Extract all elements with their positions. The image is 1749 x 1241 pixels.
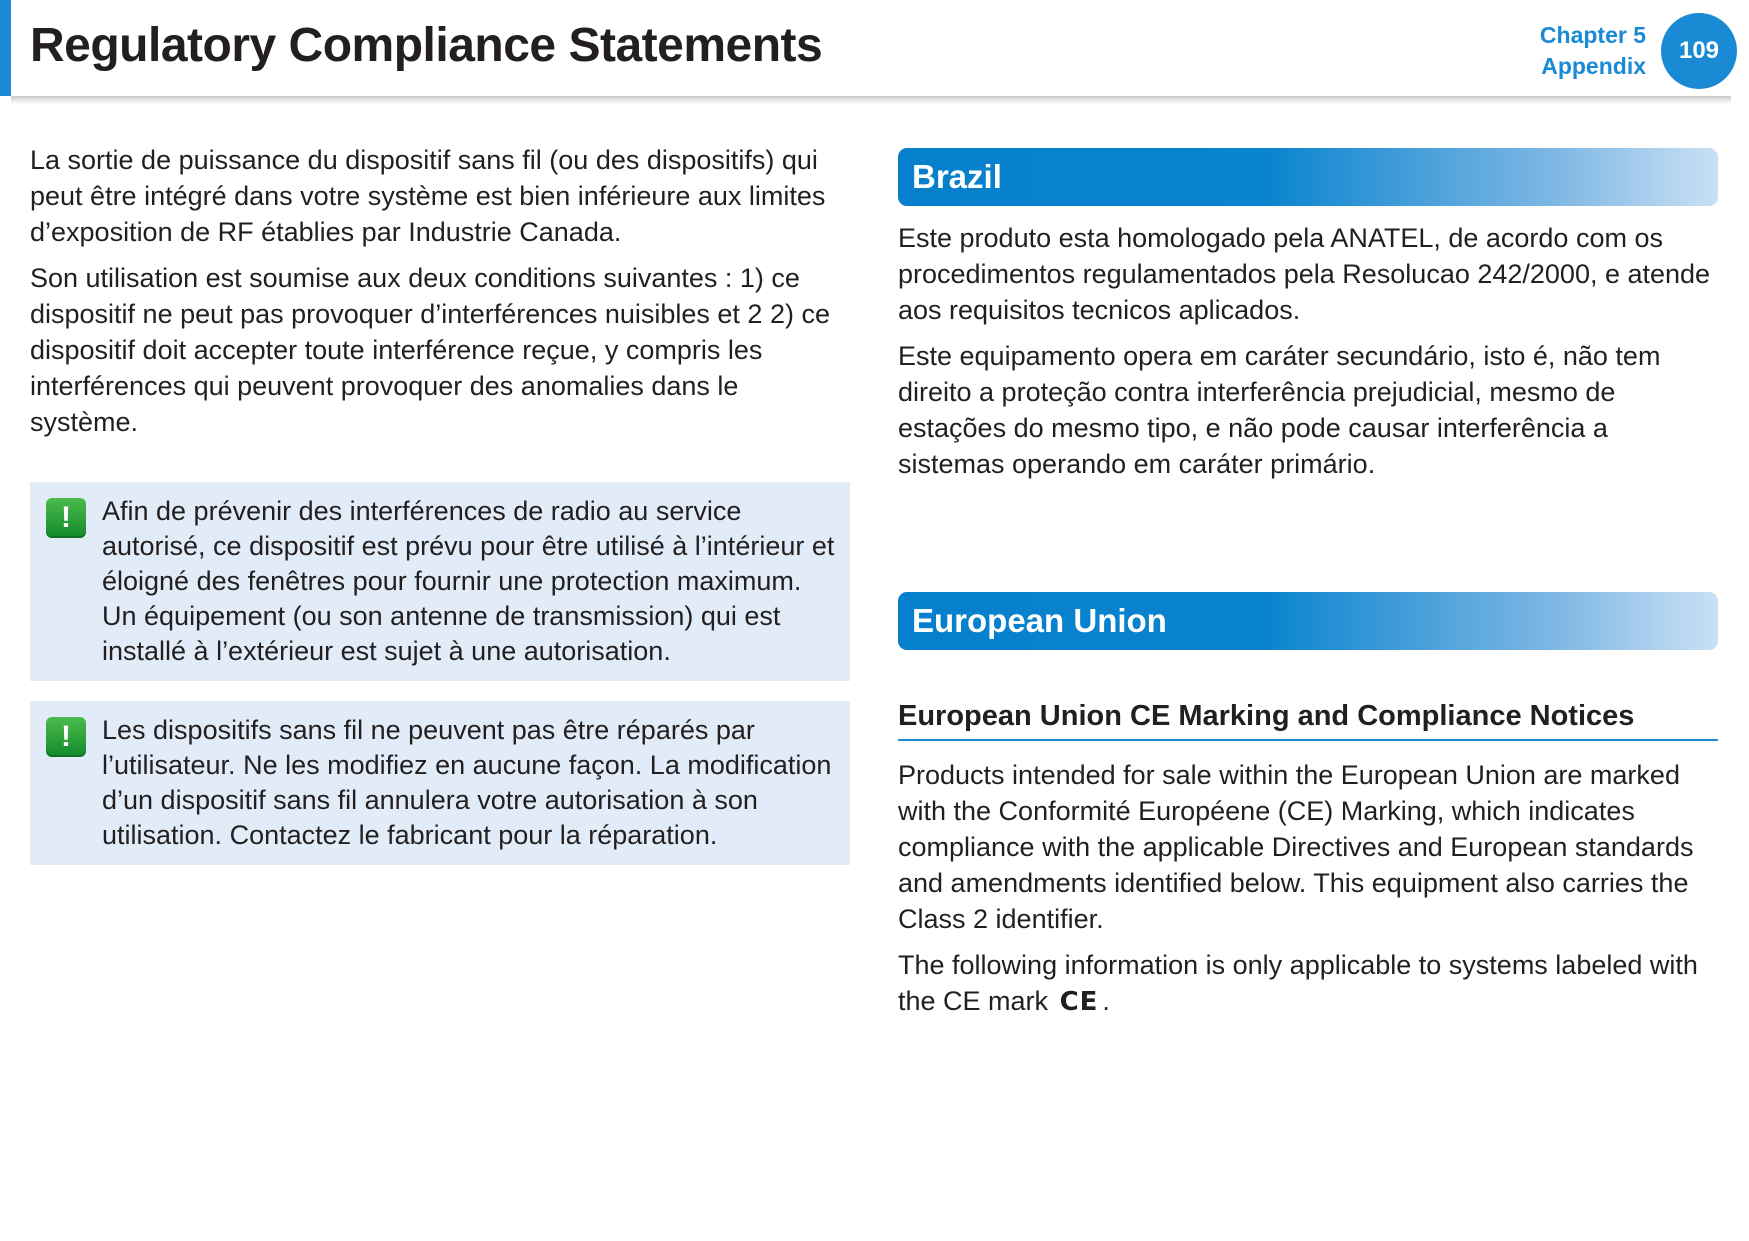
caution-note [30,482,850,681]
caution-note [30,701,850,865]
warning-icon: ! [46,717,86,757]
header-divider [11,96,1731,105]
ce-mark-paragraph [898,947,1718,1020]
paragraph: Son utilisation est soumise aux deux conditions suivantes : 1) ce dispositif ne peut pas provoquer d’interférences nuisibles et 2 2) ce dispositif doit accepter toute interférence reçue, y compris les interférences qui peuvent provoquer des anomalies dans le système. [30,263,830,437]
warning-icon: ! [46,498,86,538]
paragraph: La sortie de puissance du dispositif sans fil (ou des dispositifs) qui peut être intégré dans votre système est bien inférieure aux limites d’exposition de RF établies par Industrie Canada. [30,145,826,247]
right-column [898,148,1718,1030]
section-heading-european-union: European Union [898,592,1718,650]
chapter-section: Appendix [1541,53,1646,79]
note-text: Afin de prévenir des interférences de radio au service autorisé, ce dispositif est prévu pour être utilisé à l’intérieur et éloigné des fenêtres pour fournir une protection maximum. Un équipement (ou son antenne de transmission) qui est installé à l’extérieur est sujet à une autorisation. [102,496,835,666]
page-number-badge: 109 [1661,13,1737,89]
note-text: Les dispositifs sans fil ne peuvent pas être réparés par l’utilisateur. Ne les modifiez en aucune façon. La modification d’un dispositif sans fil annulera votre autorisation à son utilisation. Contactez le fabricant pour la réparation. [102,715,832,850]
paragraph: Products intended for sale within the European Union are marked with the Conformité Européene (CE) Marking, which indicates compliance with the applicable Directives and European standards and amendments identified below. This equipment also carries the Class 2 identifier. [898,760,1694,934]
page-title: Regulatory Compliance Statements [30,19,823,72]
paragraph: Este equipamento opera em caráter secundário, isto é, não tem direito a proteção contra interferência prejudicial, mesmo de estações do mesmo tipo, e não pode causar interferência a sistemas operando em caráter primário. [898,341,1661,479]
subheading-ce-marking: European Union CE Marking and Compliance Notices [898,700,1718,741]
paragraph: Este produto esta homologado pela ANATEL, de acordo com os procedimentos regulamentados pela Resolucao 242/2000, e atende aos requisitos tecnicos aplicados. [898,223,1711,325]
ce-sentence-end: . [1102,986,1110,1016]
left-column [30,142,850,865]
header-accent-bar [0,0,11,96]
ce-mark-icon: CE [1059,987,1099,1017]
section-heading-brazil: Brazil [898,148,1718,206]
chapter-number: Chapter 5 [1539,22,1646,48]
ce-sentence: The following information is only applicable to systems labeled with the CE mark [898,950,1698,1016]
chapter-label [1540,20,1646,82]
